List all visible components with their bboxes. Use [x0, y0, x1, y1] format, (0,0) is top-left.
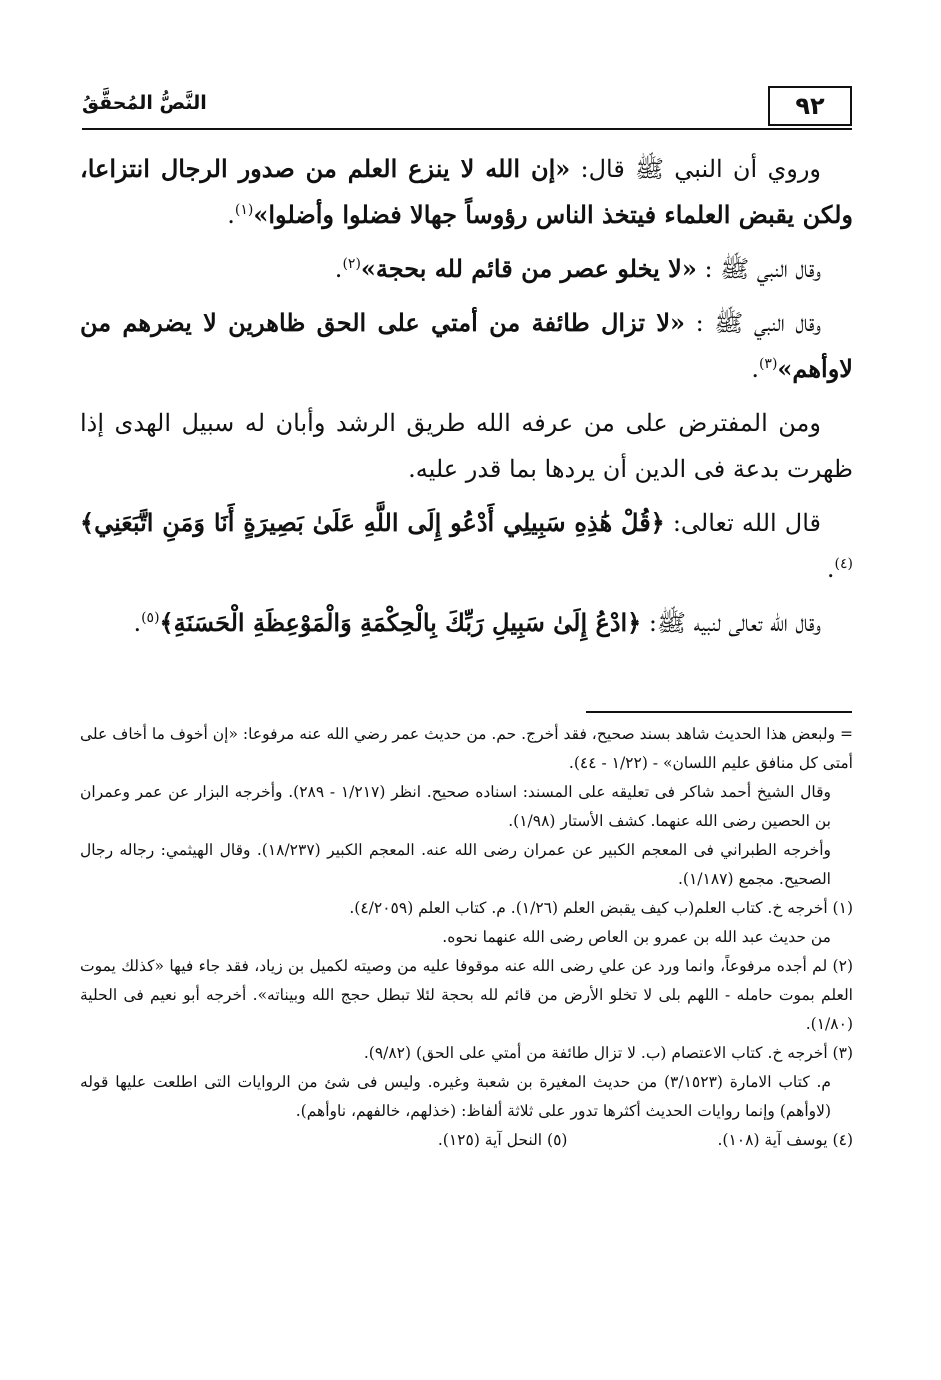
paragraph-4	[80, 400, 853, 492]
footnote-3: (٣) أخرجه خ. كتاب الاعتصام (ب. لا تزال طائفة من أمتي على الحق) (٩/٨٢).	[363, 1044, 853, 1062]
footnote-continuation: وقال الشيخ أحمد شاكر فى تعليقه على المسند: اسناده صحيح. انظر (١/٢١٧ - ٢٨٩). وأخرجه البزار عن عمر وعمران بن الحصين رضى الله عنهما. كشف الأستار (١/٩٨).	[80, 783, 831, 830]
footnote-marker[interactable]: (٣)	[758, 356, 778, 372]
footnote-continuation: = ولبعض هذا الحديث شاهد بسند صحيح، فقد أخرج. حم. من حديث عمر رضي الله عنه مرفوعا: «إن أخوف ما أخاف على أمتى كل منافق عليم اللسان» - (١/٢٢ - ٤٤).	[80, 725, 853, 772]
paragraph-lead: وقال النبي ﷺ :	[696, 255, 821, 283]
paragraph-1	[80, 146, 853, 238]
footnote-1: (١) أخرجه خ. كتاب العلم(ب كيف يقبض العلم (١/٢٦). م. كتاب العلم (٤/٢٠٥٩).	[349, 899, 853, 917]
footnote-marker[interactable]: (٤)	[834, 556, 853, 572]
paragraph-3	[80, 300, 853, 392]
hadith-quote: «إن الله لا ينزع العلم من صدور الرجال انتزاعا، ولكن يقبض العلماء فيتخذ الناس رؤوساً جهالا فضلوا وأضلوا»	[80, 154, 853, 229]
paragraph-5	[80, 500, 853, 592]
running-title: النَّصُّ المُحقَّقُ	[82, 92, 207, 114]
paragraph-tail: .	[133, 609, 142, 637]
page-header	[82, 84, 852, 132]
paragraph-tail: .	[334, 255, 343, 283]
paragraph-tail: .	[751, 355, 759, 383]
footnotes	[80, 720, 853, 1155]
paragraph-lead: وروي أن النبي ﷺ قال:	[570, 155, 821, 183]
main-text	[80, 146, 853, 654]
paragraph-2	[80, 246, 853, 292]
footnote-separator	[586, 711, 852, 713]
footnote-continuation: وأخرجه الطبراني فى المعجم الكبير عن عمران رضى الله عنه. المعجم الكبير (١٨/٢٣٧). وقال الهيثمي: رجاله رجال الصحيح. مجمع (١/١٨٧).	[80, 841, 831, 888]
paragraph-lead: ومن المفترض على من عرفه الله طريق الرشد وأبان له سبيل الهدى إذا ظهرت بدعة فى الدين أن يردها بما قدر عليه.	[80, 409, 853, 483]
page-number: ٩٢	[768, 86, 852, 126]
hadith-quote: «لا تزال طائفة من أمتي على الحق ظاهرين لا يضرهم من لاوأهم»	[80, 308, 853, 383]
quran-verse: ﴿ادْعُ إِلَىٰ سَبِيلِ رَبِّكَ بِالْحِكْمَةِ وَالْمَوْعِظَةِ الْحَسَنَةِ﴾	[159, 608, 642, 637]
header-rule	[82, 128, 852, 130]
footnote-1-cont: من حديث عبد الله بن عمرو بن العاص رضى الله عنهما نحوه.	[442, 928, 831, 946]
paragraph-tail: .	[227, 201, 235, 229]
hadith-quote: «لا يخلو عصر من قائم لله بحجة»	[360, 254, 697, 283]
footnote-5: (٥) النحل آية (١٢٥).	[437, 1131, 568, 1149]
footnote-marker[interactable]: (٢)	[342, 256, 361, 272]
paragraph-lead: قال الله تعالى:	[664, 509, 821, 537]
footnote-4: (٤) يوسف آية (١٠٨).	[717, 1131, 853, 1149]
footnote-3-cont: م. كتاب الامارة (٣/١٥٢٣) من حديث المغيرة بن شعبة وغيره. وليس فى شئ من الروايات التى اطلعت عليها قوله (لاوأهم) وإنما روايات الحديث أكثرها تدور على ثلاثة ألفاظ: (خذلهم، خالفهم، ناوأهم).	[80, 1073, 832, 1120]
footnote-marker[interactable]: (١)	[234, 202, 254, 218]
paragraph-lead: وقال النبي ﷺ :	[685, 309, 821, 337]
paragraph-tail: .	[826, 555, 835, 583]
footnote-2: (٢) لم أجده مرفوعاً، وانما ورد عن علي رضى الله عنه موقوفا عليه من وصيته لكميل بن زياد، فقد جاء فيها «كذلك يموت العلم بموت حامله - اللهم بلى لا تخلو الأرض من قائم لله بحجة لئلا تبطل حجج الله وبيناته». أخرجه أبو نعيم فى الحلية (١/٨٠).	[80, 957, 853, 1033]
footnote-row-4-5	[80, 1126, 853, 1155]
paragraph-6	[80, 600, 853, 646]
paragraph-lead: وقال الله تعالى لنبيه ﷺ:	[641, 609, 821, 637]
footnote-marker[interactable]: (٥)	[141, 610, 160, 626]
quran-verse: ﴿قُلْ هَٰذِهِ سَبِيلِي أَدْعُو إِلَى اللَّهِ عَلَىٰ بَصِيرَةٍ أَنَا وَمَنِ اتَّبَعَنِي﴾	[80, 508, 665, 537]
